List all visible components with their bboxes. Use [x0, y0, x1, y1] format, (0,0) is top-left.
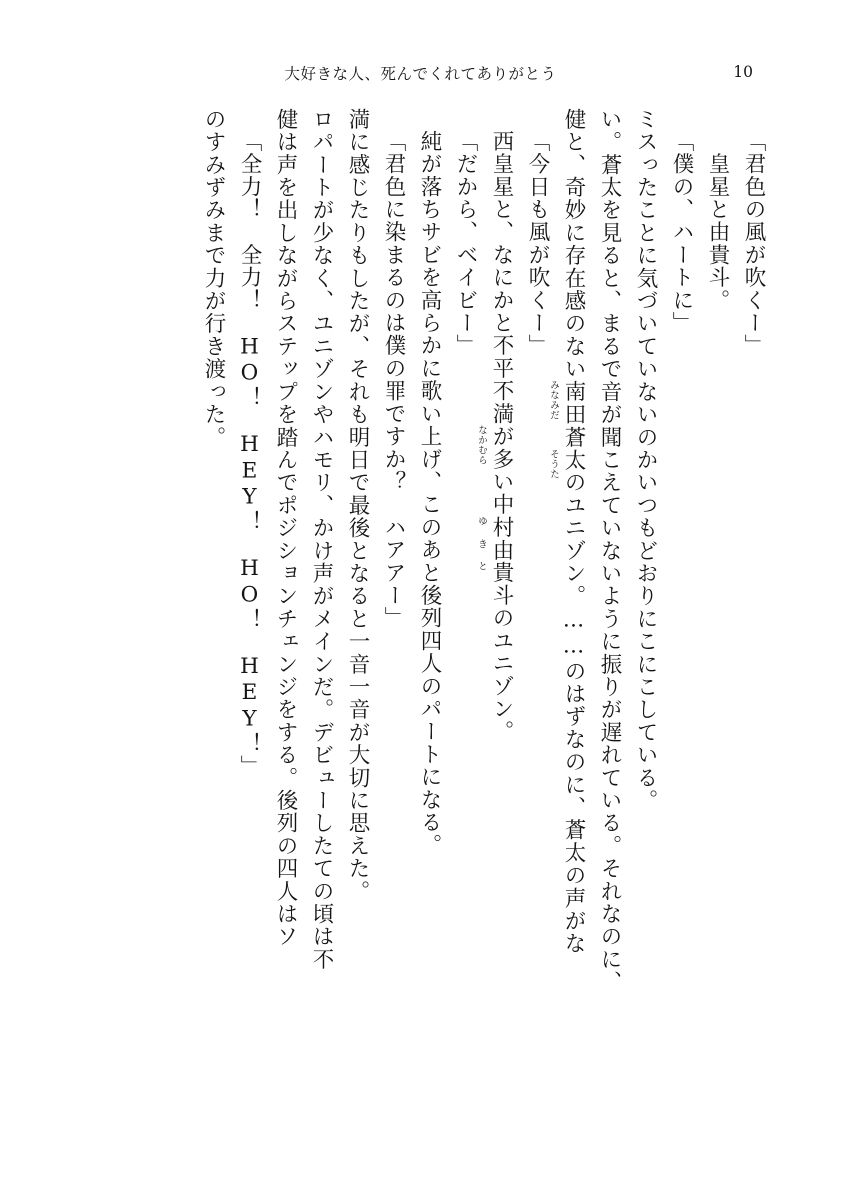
page-number: 10: [733, 63, 753, 81]
ruby-base: 貴 と: [475, 561, 514, 585]
text-column: 皇星と由貴斗。: [705, 152, 730, 312]
ruby-text: き: [475, 538, 487, 549]
text-column: 「僕の、ハートに」: [669, 130, 694, 335]
text-column: 「全力！ 全力！ HO！ HEY！ HO！ HEY！」: [237, 130, 262, 778]
text-column: 純が落ちサビを高らかに歌い上げ、このあと後列四人のパートになる。: [417, 130, 442, 857]
running-head: [0, 62, 841, 86]
ruby-base: 南 みなみだ: [547, 380, 586, 421]
text-column: 「だから、ベイビー」: [453, 130, 478, 358]
ruby-text: みなみだ: [547, 380, 559, 421]
book-title: 大好きな人、死んでくれてありがとう: [284, 65, 557, 83]
ruby-text: なかむら: [475, 425, 487, 466]
text-column: 「今日も風が吹くー」: [525, 130, 550, 358]
page-body: [74, 108, 764, 1126]
text-column: い。蒼太を見ると、まるで音が聞こえていないように振りが遅れている。それなのに、: [597, 108, 622, 994]
text-column: 西皇星と、なにかと不平不満が なかむら 多い中村 ゆ 由 き 貴 と 斗のユニゾン。: [475, 130, 514, 743]
text-column: ロパートが少なく、ユニゾンやハモリ、かけ声がメインだ。デビューしたての頃は不: [309, 108, 334, 971]
ruby-text: と: [475, 561, 487, 572]
ruby-base: 太 そうた: [547, 448, 586, 479]
text-column: 「君色に染まるのは僕の罪ですか？ ハアアー」: [381, 130, 406, 630]
ruby-base: 由 き: [475, 538, 514, 562]
ruby-base: 村 ゆ: [475, 515, 514, 539]
vertical-text-columns: [188, 108, 764, 1126]
text-column: のすみずみまで力が行き渡った。: [201, 108, 226, 449]
ruby-text: そうた: [547, 448, 559, 479]
text-column: ミスったことに気づいていないのかいつもどおりにこにこしている。: [633, 108, 658, 812]
ruby-text: ゆ: [475, 515, 487, 526]
ruby-base: が なかむら: [475, 425, 514, 466]
text-column: 健は声を出しながらステップを踏んでポジションチェンジをする。後列の四人はソ: [273, 108, 298, 949]
text-column: 満に感じたりもしたが、それも明日で最後となると一音一音が大切に思えた。: [345, 108, 370, 903]
text-column: 健と、奇妙に存在感のない南 みなみだ 田蒼太 そうた のユニゾン。……のはずなのに、蒼太の声がな: [547, 108, 586, 956]
text-column: 「君色の風が吹くー」: [741, 130, 766, 358]
